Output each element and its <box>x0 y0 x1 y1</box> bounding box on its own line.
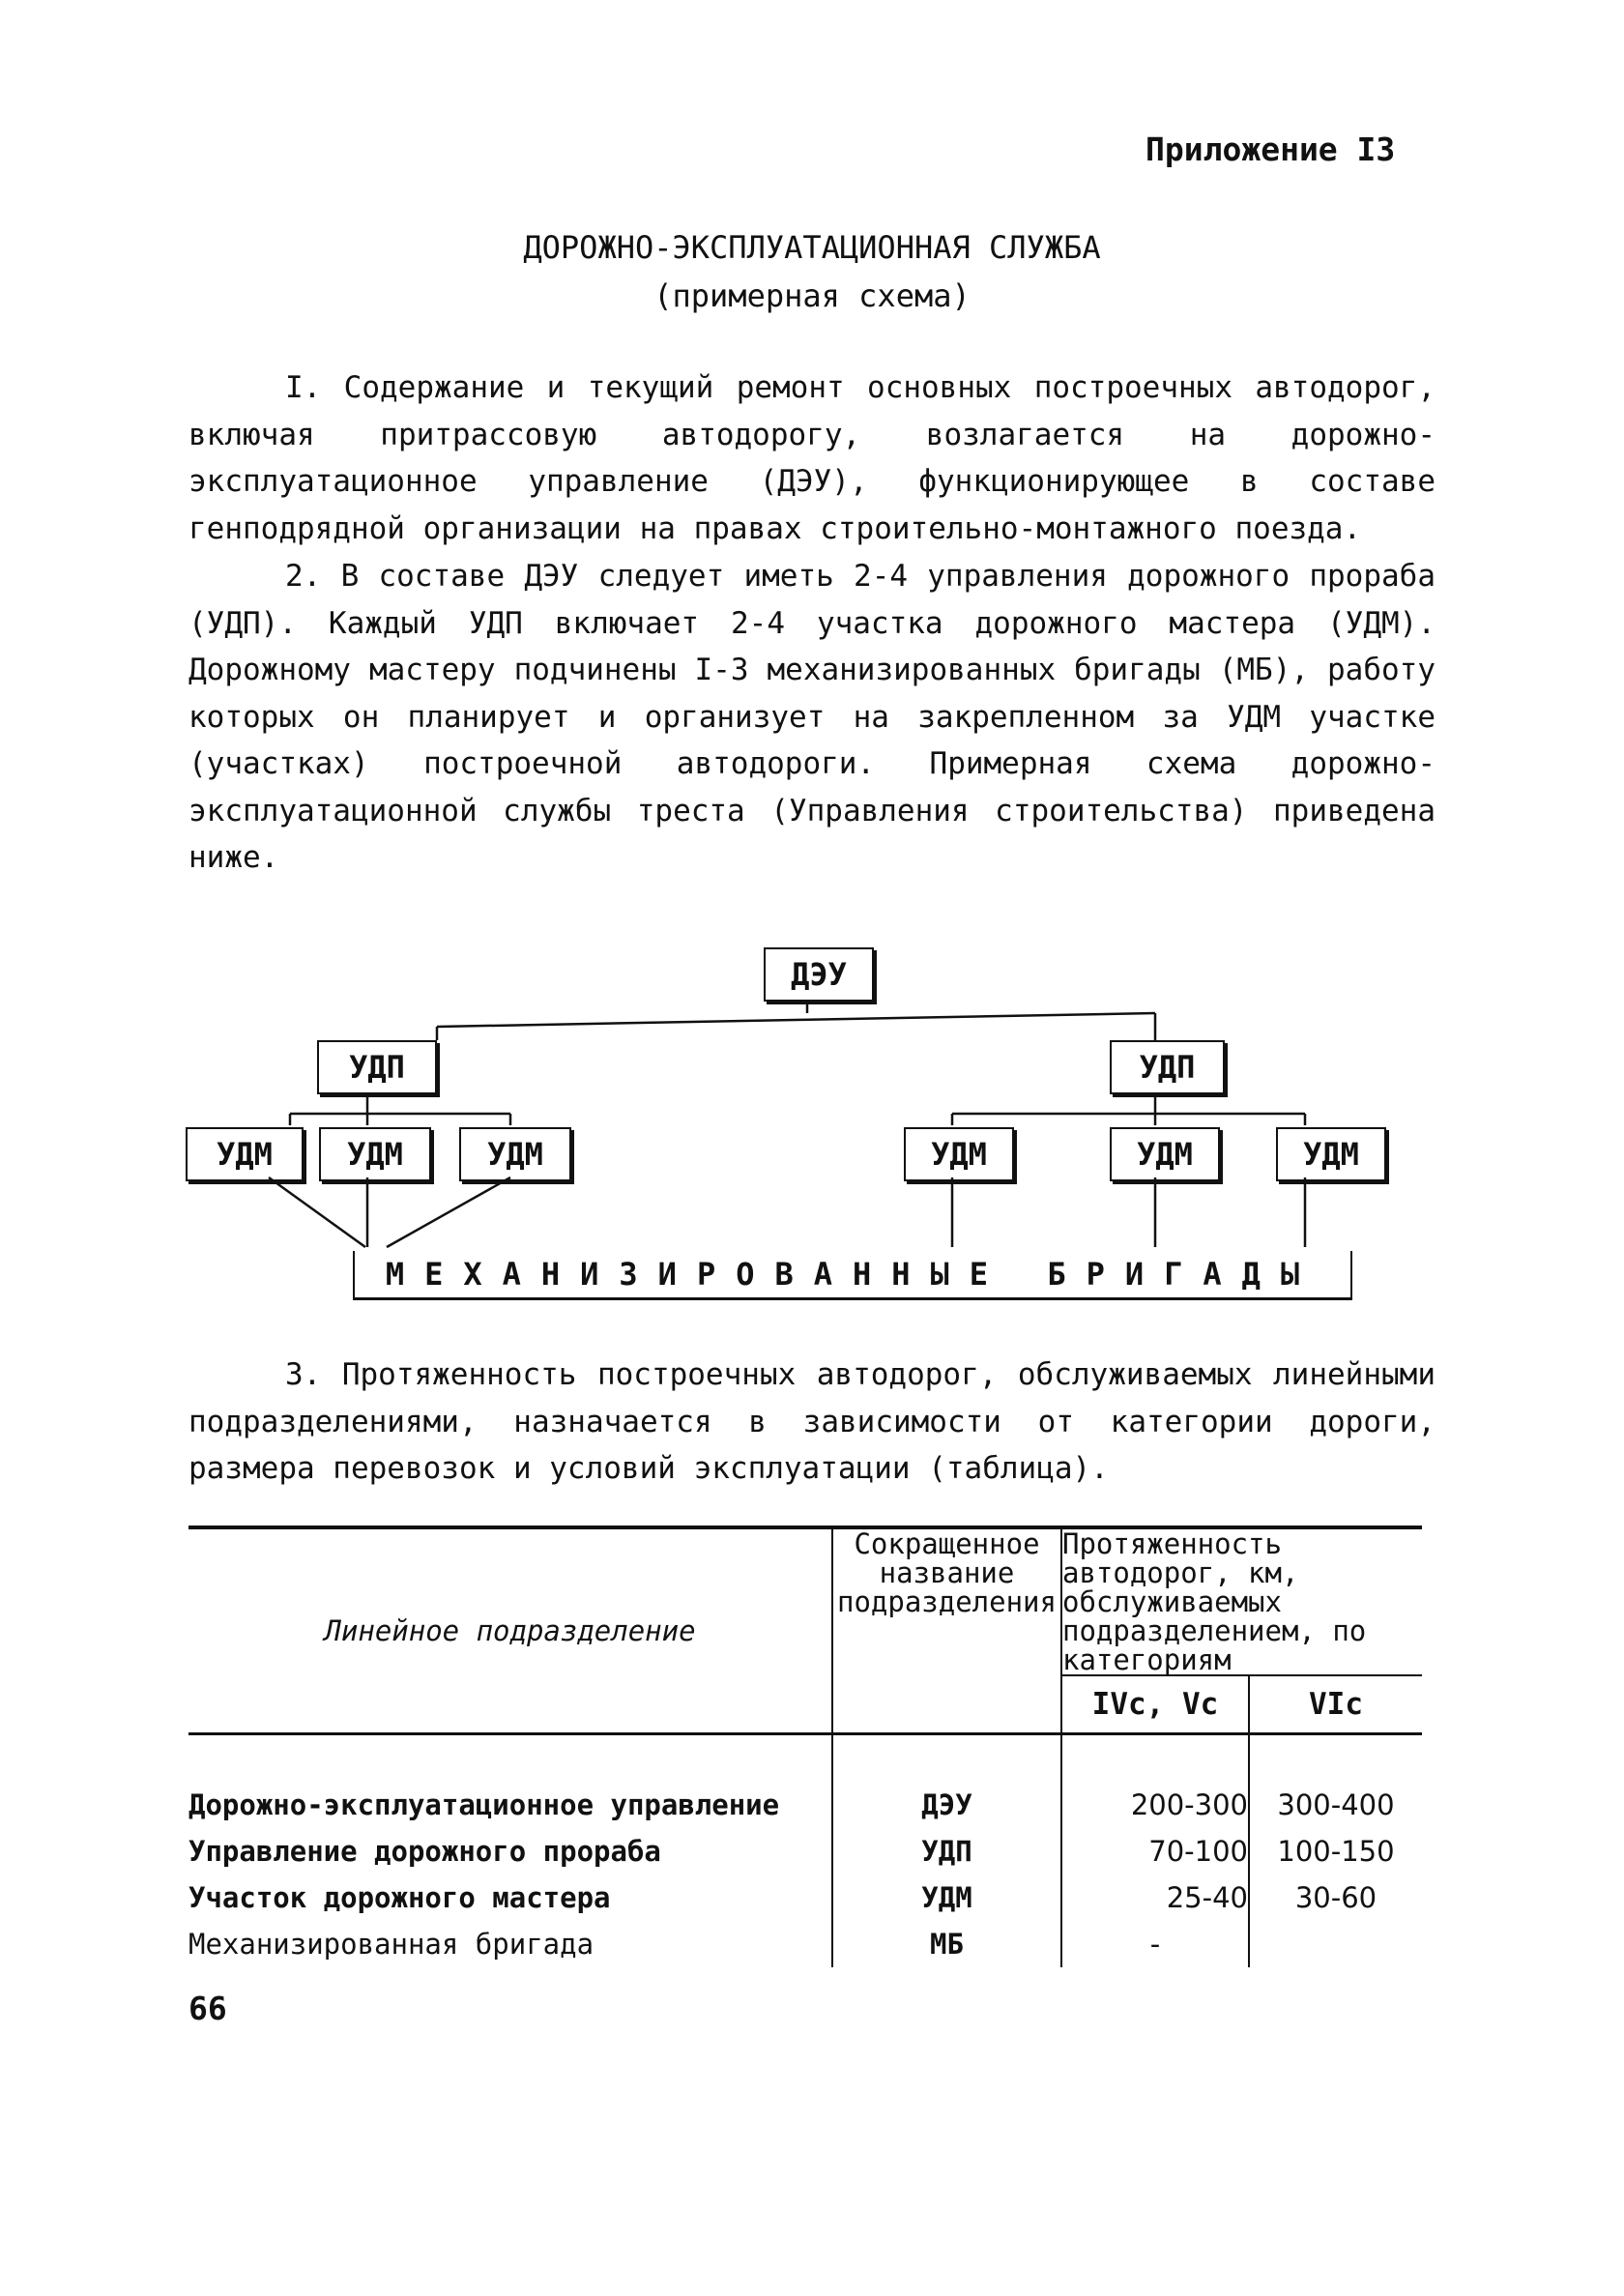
page-number: 66 <box>188 1990 227 2027</box>
row-name: Дорожно-эксплуатационное управление <box>188 1788 780 1821</box>
row-value-cat-1: 70-100 <box>1061 1828 1249 1875</box>
row-abbr: УДМ <box>832 1875 1061 1921</box>
header-length: Протяженность автодорог, км, обслуживаемых подразделением, по категориям <box>1061 1527 1422 1675</box>
row-value-cat-1: 25-40 <box>1061 1875 1249 1921</box>
row-value-cat-2: 300-400 <box>1249 1734 1422 1829</box>
row-value-cat-2: 30-60 <box>1249 1875 1422 1921</box>
row-abbr: МБ <box>832 1921 1061 1967</box>
org-node-udm: УДМ <box>1276 1127 1386 1181</box>
document-subtitle: (примерная схема) <box>653 277 971 314</box>
paragraph-3: 3. Протяженность построечных автодорог, обслуживаемых линейными подразделениями, назначается в зависимости от категории дороги, размера перевозок и условий эксплуатации (таблица). <box>188 1357 1436 1486</box>
org-node-brigades: МЕХАНИЗИРОВАННЫЕ БРИГАДЫ <box>353 1251 1352 1300</box>
service-length-table <box>188 1526 1422 1967</box>
header-cat-1: IVс, Vс <box>1061 1675 1249 1734</box>
org-node-udm: УДМ <box>319 1127 431 1181</box>
row-abbr: ДЭУ <box>832 1734 1061 1829</box>
row-value-cat-2: 100-150 <box>1249 1828 1422 1875</box>
paragraph-1: I. Содержание и текущий ремонт основных построечных автодорог, включая притрассовую автодорогу, возлагается на дорожно-эксплуатационное управление (ДЭУ), функционирующее в составе генподрядной организации на правах строительно-монтажного поезда. <box>188 370 1436 546</box>
row-name: Участок дорожного мастера <box>188 1881 611 1914</box>
row-abbr: УДП <box>832 1828 1061 1875</box>
row-value-cat-2 <box>1249 1921 1422 1967</box>
header-abbr: Сокращенное название подразделения <box>832 1527 1061 1734</box>
org-node-udp-right: УДП <box>1110 1040 1225 1094</box>
document-title: ДОРОЖНО-ЭКСПЛУАТАЦИОННАЯ СЛУЖБА <box>523 229 1101 266</box>
row-value-cat-1: - <box>1061 1921 1249 1967</box>
org-node-udm: УДМ <box>1110 1127 1220 1181</box>
appendix-label: Приложение I3 <box>1146 131 1396 168</box>
org-node-udm: УДМ <box>459 1127 571 1181</box>
table-row <box>188 1921 1422 1967</box>
paragraph-2: 2. В составе ДЭУ следует иметь 2-4 управления дорожного прораба (УДП). Каждый УДП включает 2-4 участка дорожного мастера (УДМ). Дорожному мастеру подчинены I-3 механизированных бригады (МБ), работу которых он планирует и организует на закрепленном за УДМ участке (участках) построечной автодороги. Примерная схема дорожно-эксплуатационной службы треста (Управления строительства) приведена ниже. <box>188 559 1436 875</box>
table-row <box>188 1875 1422 1921</box>
table-row <box>188 1828 1422 1875</box>
org-node-udm: УДМ <box>904 1127 1014 1181</box>
header-cat-2: VIс <box>1249 1675 1422 1734</box>
org-node-udp-left: УДП <box>317 1040 437 1094</box>
org-node-deu: ДЭУ <box>764 947 874 1002</box>
row-name: Механизированная бригада <box>188 1928 594 1961</box>
row-name: Управление дорожного прораба <box>188 1835 661 1868</box>
header-unit: Линейное подразделение <box>188 1527 832 1734</box>
row-value-cat-1: 200-300 <box>1061 1734 1249 1829</box>
org-node-udm: УДМ <box>186 1127 304 1181</box>
table-row <box>188 1734 1422 1829</box>
